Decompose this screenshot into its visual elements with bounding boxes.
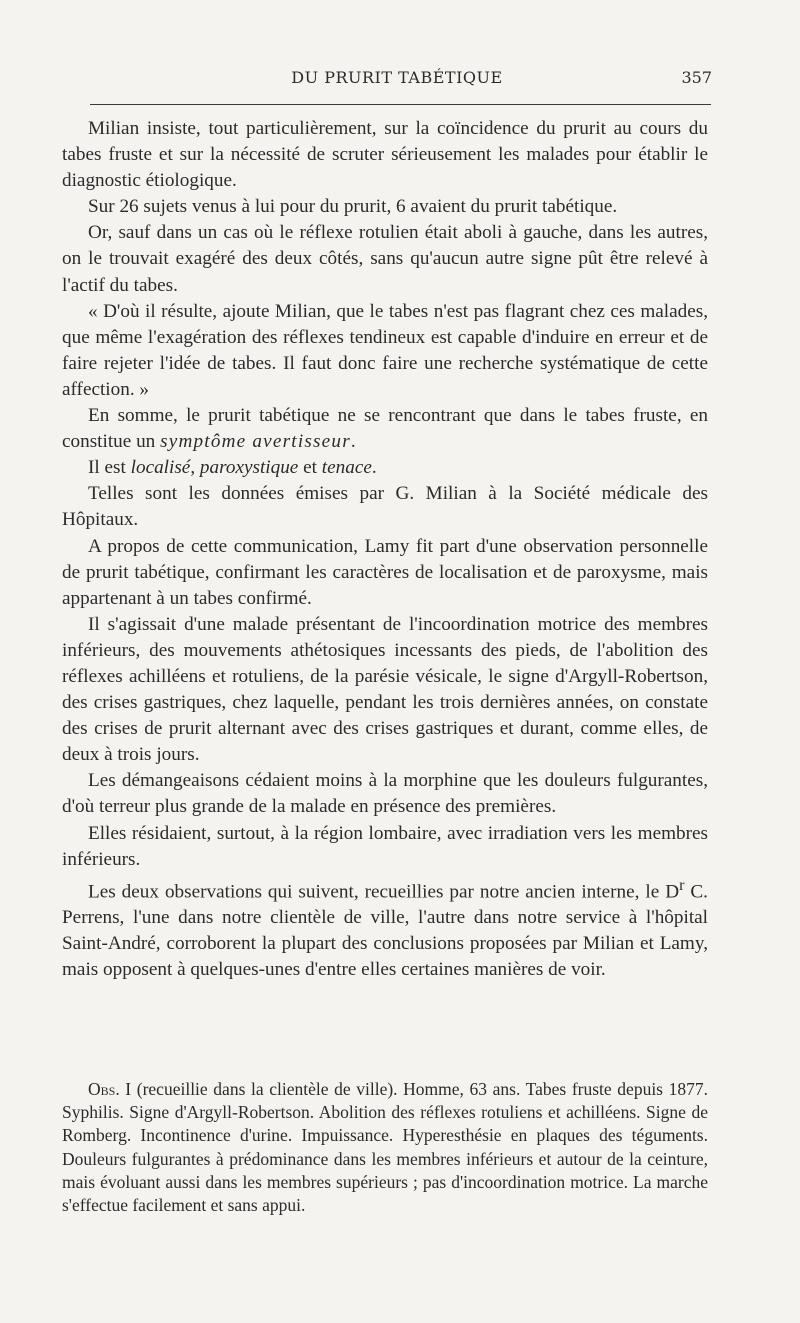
observation-note xyxy=(62,1078,708,1217)
superscript: r xyxy=(679,876,685,894)
body-text xyxy=(62,116,708,983)
paragraph: « D'où il résulte, ajoute Milian, que le tabes n'est pas flagrant chez ces malades, que même l'exagération des réflexes tendineux est capable d'induire en erreur et de faire rejeter l'idée de tabes. Il faut donc faire une recherche systématique de cette affection. » xyxy=(62,300,708,400)
page-header xyxy=(82,68,712,90)
header-rule xyxy=(90,104,711,105)
paragraph: Telles sont les données émises par G. Milian à la Société médicale des Hôpitaux. xyxy=(62,483,708,531)
italic-term: symptôme avertisseur xyxy=(160,431,351,453)
paragraph: A propos de cette communication, Lamy fit part d'une observation personnelle de prurit tabétique, confirmant les caractères de localisation et de paroxysme, mais appartenant à un tabes confirmé. xyxy=(62,535,708,609)
running-title: DU PRURIT TABÉTIQUE xyxy=(291,68,503,87)
text-run: Il est xyxy=(88,457,131,479)
page-number: 357 xyxy=(681,68,712,87)
paragraph xyxy=(62,873,708,984)
paragraph xyxy=(62,455,708,481)
text-run: , xyxy=(190,457,200,479)
text-run: En somme, le prurit tabétique ne se rencontrant que dans le tabes fruste, en constitue un xyxy=(62,405,708,453)
text-run: . xyxy=(350,431,356,453)
text-run: Les deux observations qui suivent, recueillies par notre ancien interne, le D xyxy=(88,881,680,903)
observation-text: (recueillie dans la clientèle de ville). Homme, 63 ans. Tabes fruste depuis 1877. Syphilis. Signe d'Argyll-Robertson. Abolition des réflexes rotuliens et achilléens. Signe de Romberg. Incontinence d'urine. Impuissance. Hyperesthésie en plaques des téguments. Douleurs fulgurantes à prédominance dans les membres inférieurs et autour de la ceinture, mais évoluant aussi dans les membres supérieurs ; pas d'incoordination motrice. La marche s'effectue facilement et sans appui. xyxy=(62,1079,708,1216)
observation-label: Obs. I xyxy=(88,1079,132,1099)
text-run: et xyxy=(298,457,322,479)
paragraph: Les démangeaisons cédaient moins à la morphine que les douleurs fulgurantes, d'où terreur plus grande de la malade en présence des premières. xyxy=(62,770,708,818)
text-run: C. Perrens, l'une dans notre clientèle de ville, l'autre dans notre service à l'hôpital Saint-André, corroborent la plupart des conclusions proposées par Milian et Lamy, mais opposent à quelques-unes d'entre elles certaines manières de voir. xyxy=(62,881,708,981)
italic-term: tenace xyxy=(321,457,372,479)
paragraph: Il s'agissait d'une malade présentant de l'incoordination motrice des membres inférieurs, des mouvements athétosiques incessants des pieds, de l'abolition des réflexes achilléens et rotuliens, de la parésie vésicale, le signe d'Argyll-Robertson, des crises gastriques, chez laquelle, pendant les trois dernières années, on constate des crises de prurit alternant avec des crises gastriques et durant, comme elles, de deux à trois jours. xyxy=(62,613,708,766)
paragraph: Elles résidaient, surtout, à la région lombaire, avec irradiation vers les membres inférieurs. xyxy=(62,822,708,870)
text-run: . xyxy=(371,457,377,479)
italic-term: localisé xyxy=(130,457,191,479)
paragraph: Milian insiste, tout particulièrement, sur la coïncidence du prurit au cours du tabes fruste et sur la nécessité de scruter sérieusement les malades pour établir le diagnostic étiologique. xyxy=(62,118,708,192)
paragraph xyxy=(62,403,708,455)
paragraph: Or, sauf dans un cas où le réflexe rotulien était aboli à gauche, dans les autres, on le trouvait exagéré des deux côtés, sans qu'aucun autre signe pût être relevé à l'actif du tabes. xyxy=(62,222,708,296)
italic-term: paroxystique xyxy=(199,457,299,479)
paragraph: Sur 26 sujets venus à lui pour du prurit, 6 avaient du prurit tabétique. xyxy=(88,196,618,218)
